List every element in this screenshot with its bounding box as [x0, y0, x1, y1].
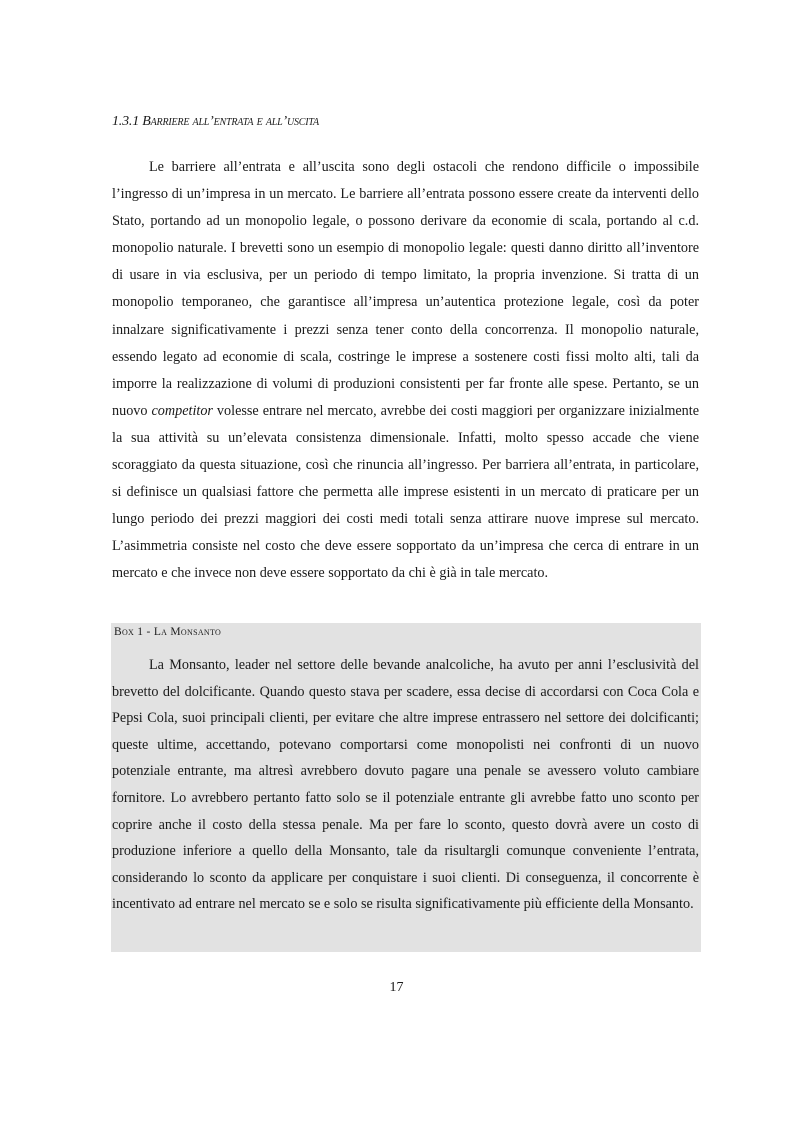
- section-title: 1.3.1 Barriere all’entrata e all’uscita: [112, 114, 319, 129]
- italic-term: competitor: [151, 402, 213, 419]
- body-text-part1: Le barriere all’entrata e all’uscita sono degli ostacoli che rendono difficile o impossibile l’ingresso di un’impresa in un mercato. Le barriere all’entrata possono essere create da interventi dello Stato, portando ad un monopolio legale, o possono derivare da economie di scala, portando al c.d. monopolio naturale. I brevetti sono un esempio di monopolio legale: questi danno diritto all’inventore di usare in via esclusiva, per un periodo di tempo limitato, la propria invenzione. Si tratta di un monopolio temporaneo, che garantisce all’impresa un’autentica protezione legale, così da poter innalzare significativamente i prezzi senza tener conto della concorrenza. Il monopolio naturale, essendo legato ad economie di scala, costringe le imprese a sostenere costi fissi molto alti, tali da imporre la realizzazione di volumi di produzioni consistenti per far fronte alle spese. Pertanto, se un nuovo: [112, 159, 699, 419]
- body-paragraph: [112, 154, 699, 588]
- page-number: 17: [389, 980, 404, 995]
- box-monsanto: [111, 623, 701, 952]
- box-paragraph: La Monsanto, leader nel settore delle bevande analcoliche, ha avuto per anni l’esclusività del brevetto del dolcificante. Quando questo stava per scadere, essa decise di accordarsi con Coca Cola e Pepsi Cola, suoi principali clienti, per evitare che altre imprese entrassero nel settore dei dolcificanti; queste ultime, accettando, potevano comportarsi come monopolisti nei confronti di un nuovo potenziale entrante, ma altresì avrebbero dovuto pagare una penale se avessero voluto cambiare fornitore. Lo avrebbero pertanto fatto solo se il potenziale entrante gli avrebbe fatto uno sconto per coprire anche il costo della stessa penale. Ma per fare lo sconto, questo dovrà avere un costo di produzione inferiore a quello della Monsanto, tale da risultargli comunque conveniente l’entrata, considerando lo sconto da applicare per conquistare i suoi clienti. Di conseguenza, il concorrente è incentivato ad entrare nel mercato se e solo se risulta significativamente più efficiente della Monsanto.: [112, 657, 699, 913]
- body-text-part2: volesse entrare nel mercato, avrebbe dei costi maggiori per organizzare inizialmente la sua attività su un’elevata consistenza dimensionale. Infatti, molto spesso accade che viene scoraggiato da questa situazione, così che rinuncia all’ingresso. Per barriera all’entrata, in particolare, si definisce un qualsiasi fattore che permetta alle imprese esistenti in un mercato di praticare per un lungo periodo dei prezzi maggiori dei costi medi totali senza attirare nuove imprese sul mercato. L’asimmetria consiste nel costo che deve essere sopportato da un’impresa che cerca di entrare in un mercato e che invece non deve essere sopportato da chi è già in tale mercato.: [112, 402, 700, 582]
- box-title: Box 1 - La Monsanto: [114, 626, 222, 638]
